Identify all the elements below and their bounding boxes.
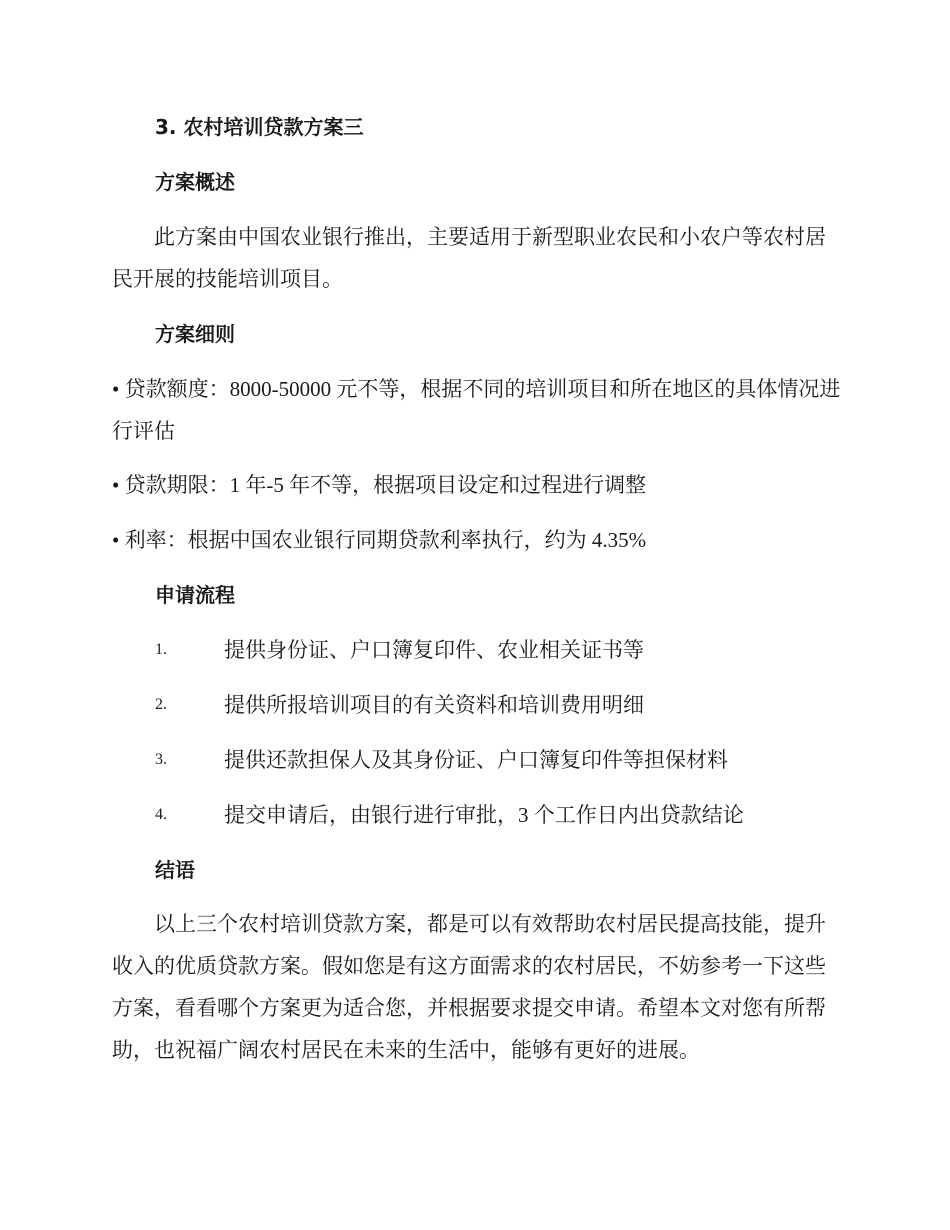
step-text: 提交申请后，由银行进行审批，3 个工作日内出贷款结论 <box>224 803 744 827</box>
overview-heading: 方案概述 <box>155 170 235 194</box>
overview-paragraph: 此方案由中国农业银行推出，主要适用于新型职业农民和小农户等农村居民开展的技能培训项目。 <box>112 225 826 291</box>
section-title: 3. 农村培训贷款方案三 <box>155 115 364 139</box>
step-text: 提供所报培训项目的有关资料和培训费用明细 <box>224 693 644 717</box>
conclusion-heading: 结语 <box>155 858 195 882</box>
conclusion-paragraph: 以上三个农村培训贷款方案，都是可以有效帮助农村居民提高技能，提升收入的优质贷款方案。假如您是有这方面需求的农村居民，不妨参考一下这些方案，看看哪个方案更为适合您，并根据要求提交申请。希望本文对您有所帮助，也祝福广阔农村居民在未来的生活中，能够有更好的进展。 <box>112 912 826 1062</box>
detail-item-term: • 贷款期限：1 年-5 年不等，根据项目设定和过程进行调整 <box>112 473 647 497</box>
details-heading: 方案细则 <box>155 322 235 346</box>
step-number: 2. <box>155 696 167 713</box>
step-text: 提供还款担保人及其身份证、户口簿复印件等担保材料 <box>224 748 728 772</box>
step-text: 提供身份证、户口簿复印件、农业相关证书等 <box>224 638 644 662</box>
detail-item-amount: • 贷款额度：8000-50000 元不等，根据不同的培训项目和所在地区的具体情况进行评估 <box>112 377 841 443</box>
step-number: 1. <box>155 641 167 658</box>
step-number: 4. <box>155 806 167 823</box>
detail-item-rate: • 利率：根据中国农业银行同期贷款利率执行，约为 4.35% <box>112 528 647 552</box>
process-heading: 申请流程 <box>155 583 235 607</box>
step-number: 3. <box>155 751 167 768</box>
